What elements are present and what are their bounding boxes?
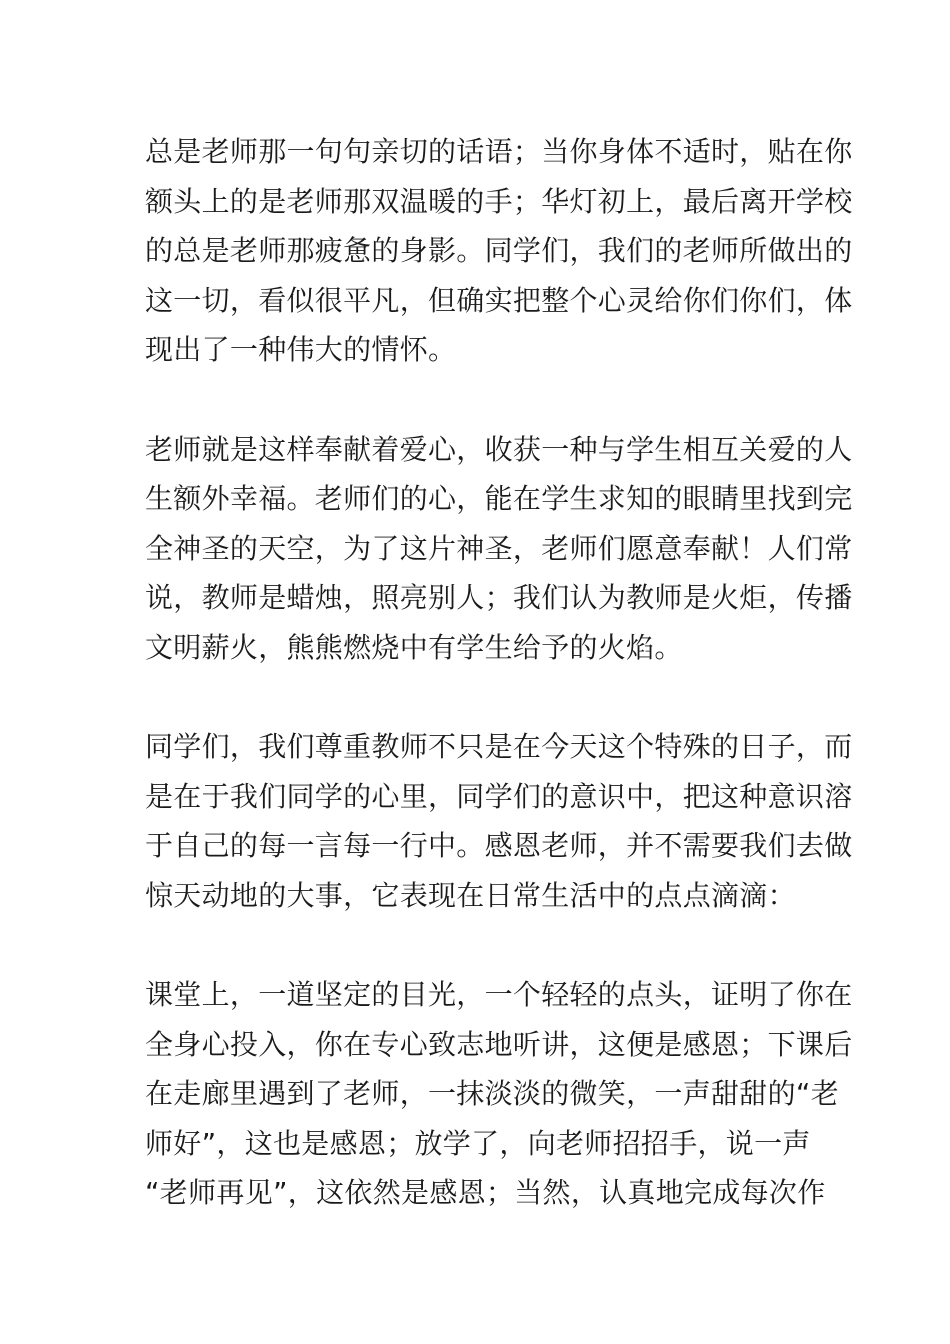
paragraph-spacer — [145, 672, 810, 722]
text-line: 生额外幸福。老师们的心，能在学生求知的眼睛里找到完 — [145, 482, 853, 515]
text-line: 总是老师那一句句亲切的话语；当你身体不适时，贴在你 — [145, 135, 853, 168]
paragraph-4 — [145, 970, 853, 1218]
text-line: 文明薪火，熊熊燃烧中有学生给予的火焰。 — [145, 630, 683, 664]
text-line: “老师再见”，这依然是感恩；当然，认真地完成每次作 — [145, 1176, 826, 1209]
text-line: 额头上的是老师那双温暖的手；华灯初上，最后离开学校 — [145, 184, 853, 218]
text-line: 是在于我们同学的心里，同学们的意识中，把这种意识溶 — [145, 779, 853, 813]
text-line: 在走廊里遇到了老师，一抹淡淡的微笑，一声甜甜的“老 — [145, 1077, 840, 1110]
text-line: 说，教师是蜡烛，照亮别人；我们认为教师是火炬，传播 — [145, 581, 853, 614]
text-line: 同学们，我们尊重教师不只是在今天这个特殊的日子，而 — [145, 730, 853, 763]
document-body — [145, 127, 853, 1218]
paragraph-2 — [145, 425, 853, 673]
text-line: 老师就是这样奉献着爱心，收获一种与学生相互关爱的人 — [145, 432, 853, 466]
paragraph-1 — [145, 127, 853, 375]
text-line: 课堂上，一道坚定的目光，一个轻轻的点头，证明了你在 — [145, 978, 853, 1011]
paragraph-3 — [145, 722, 853, 920]
paragraph-spacer — [145, 920, 810, 970]
text-line: 惊天动地的大事，它表现在日常生活中的点点滴滴： — [145, 878, 796, 912]
text-line: 这一切，看似很平凡，但确实把整个心灵给你们你们，体 — [145, 283, 853, 317]
text-line: 现出了一种伟大的情怀。 — [145, 333, 457, 366]
text-line: 全神圣的天空，为了这片神圣，老师们愿意奉献！人们常 — [145, 531, 853, 565]
text-line: 全身心投入，你在专心致志地听讲，这便是感恩；下课后 — [145, 1027, 853, 1061]
text-line: 师好”，这也是感恩；放学了，向老师招招手，说一声 — [145, 1126, 811, 1160]
paragraph-spacer — [145, 375, 810, 425]
text-line: 于自己的每一言每一行中。感恩老师，并不需要我们去做 — [145, 829, 853, 862]
text-line: 的总是老师那疲惫的身影。同学们，我们的老师所做出的 — [145, 234, 853, 267]
